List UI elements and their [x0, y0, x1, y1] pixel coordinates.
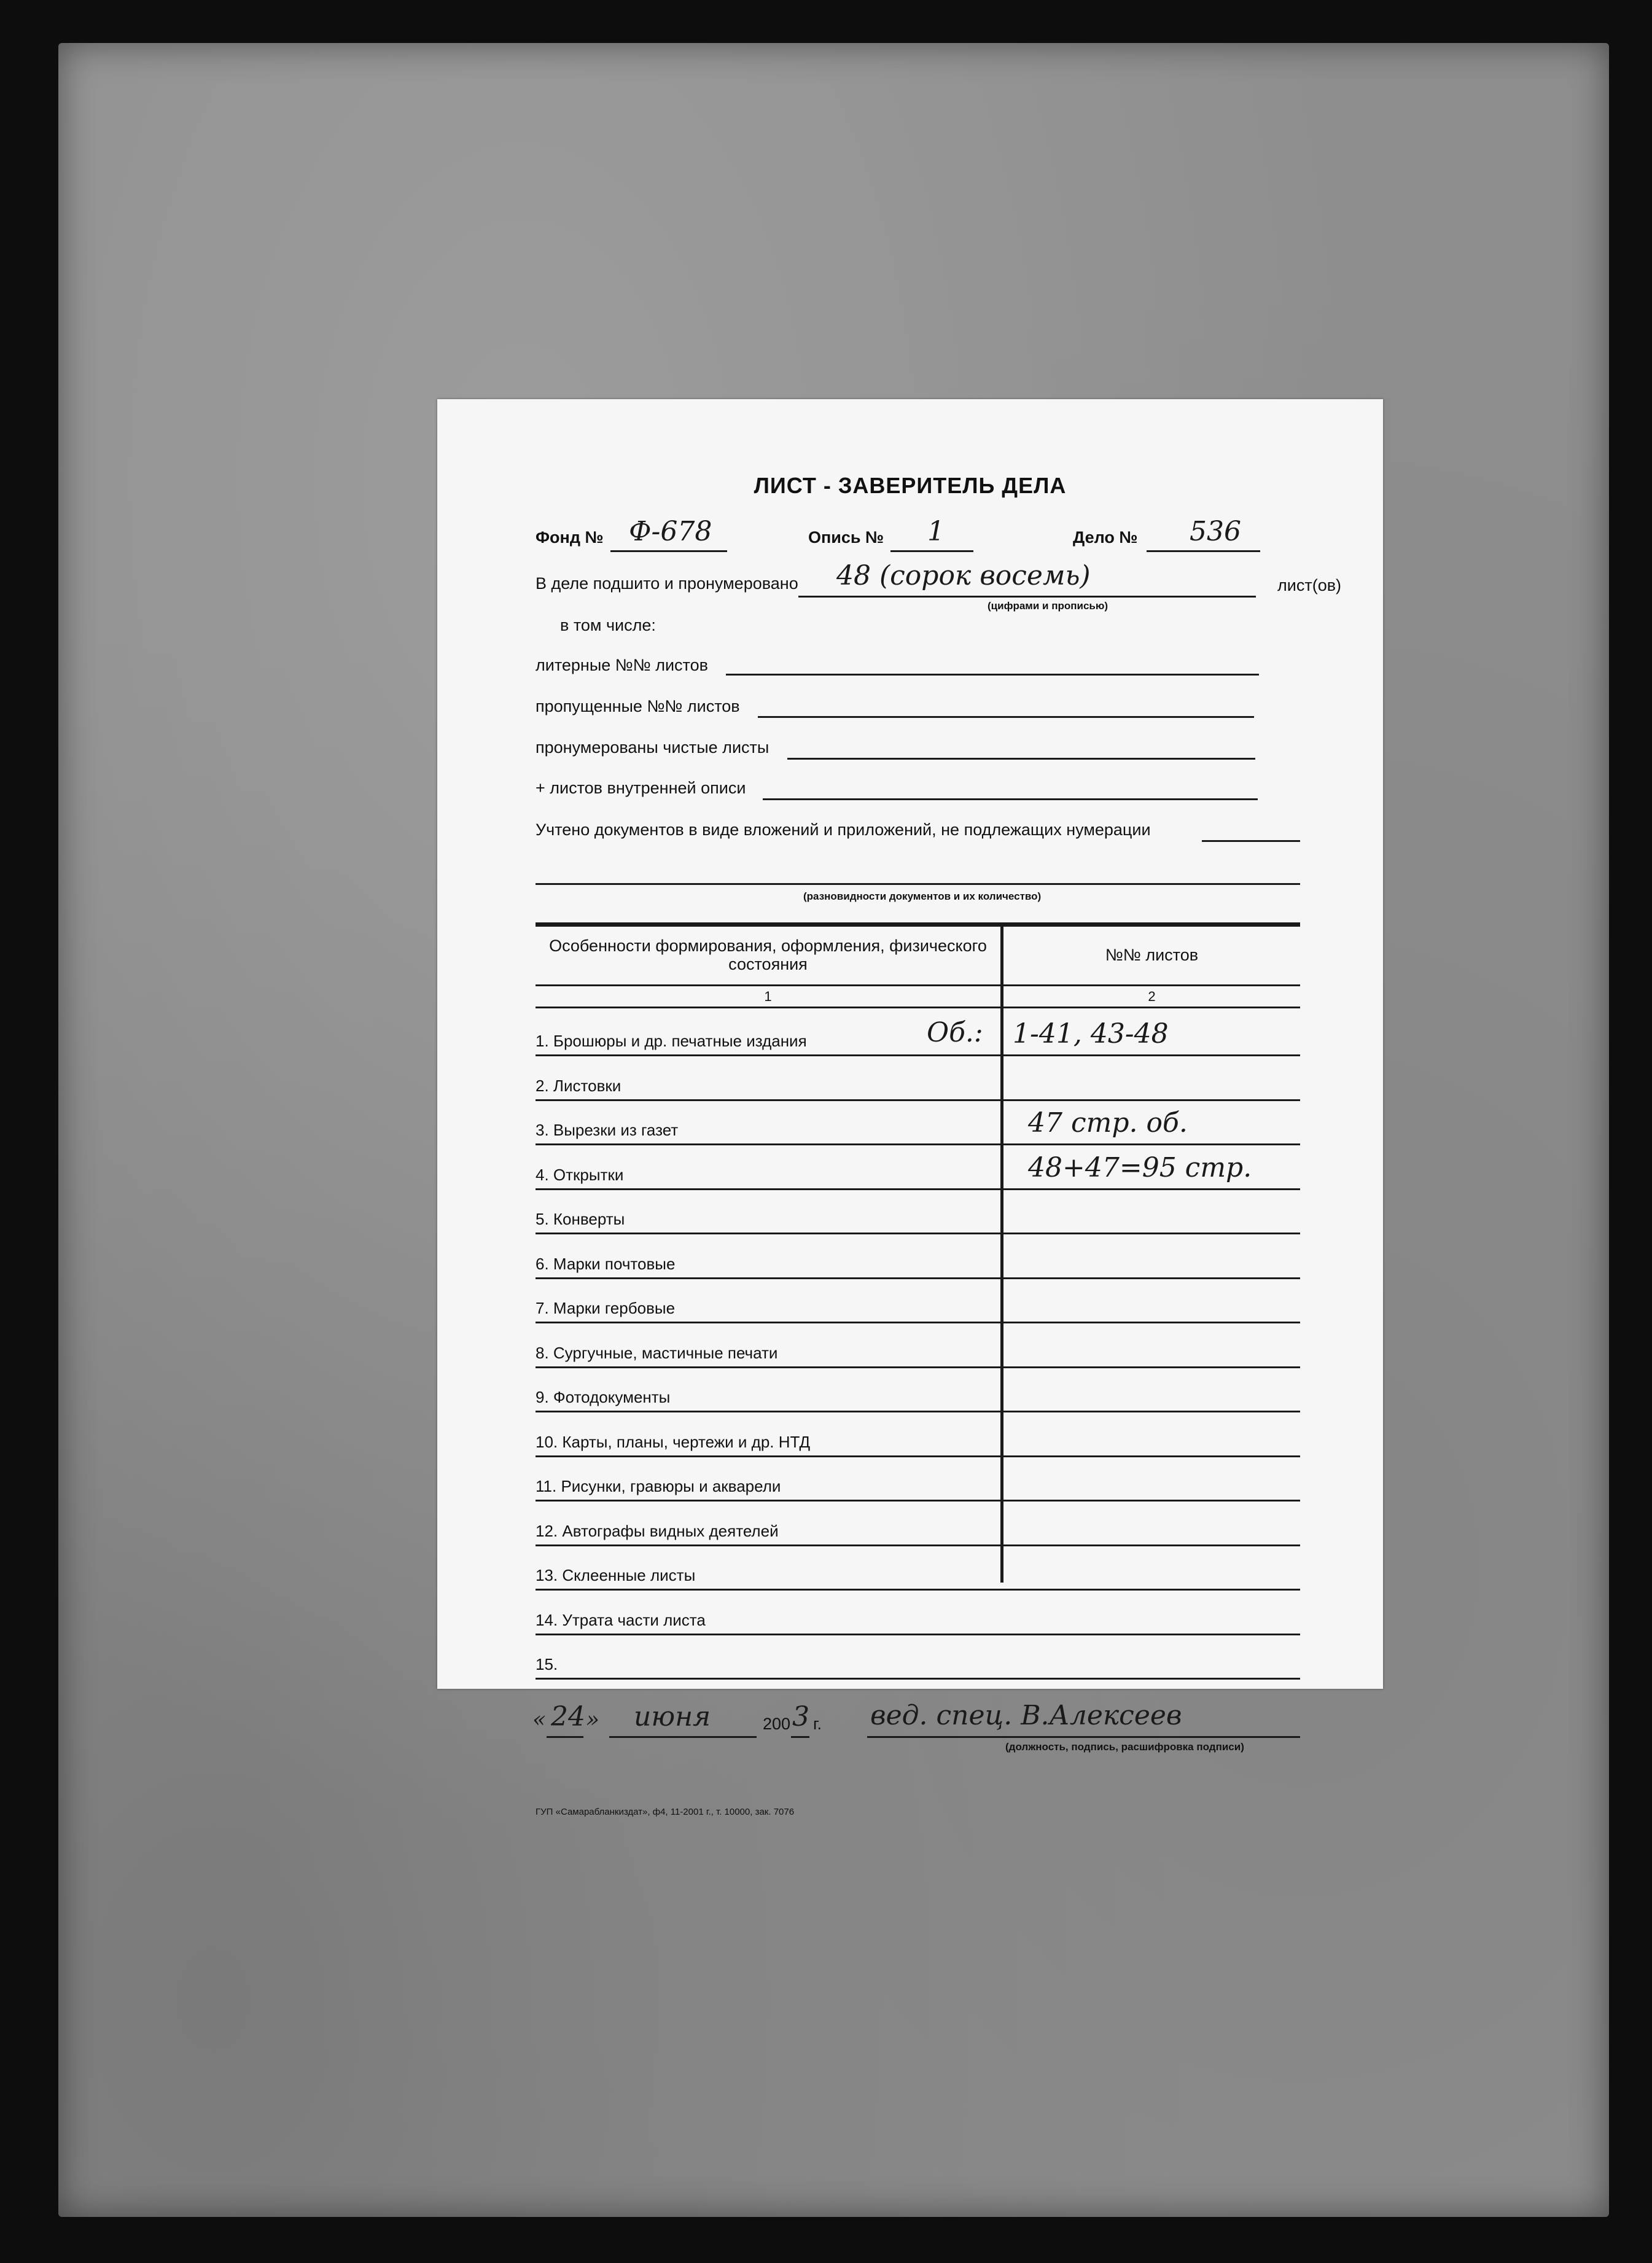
fond-label: Фонд № [536, 528, 604, 547]
row-underline [536, 1544, 1300, 1546]
row-label: 8. Сургучные, мастичные печати [536, 1343, 778, 1362]
row-underline [536, 1500, 1300, 1502]
row-label: 5. Конверты [536, 1210, 625, 1228]
row-underline [536, 1366, 1300, 1368]
year-underline [791, 1736, 809, 1738]
sewn-suffix: лист(ов) [1277, 576, 1342, 594]
row-underline [536, 1589, 1300, 1591]
table-top-border [536, 922, 1300, 927]
row-underline [536, 1455, 1300, 1457]
row-label: 4. Открытки [536, 1165, 624, 1184]
month-underline [609, 1736, 757, 1738]
row-sheet-numbers: 1-41, 43-48 [1013, 1018, 1169, 1050]
row-underline [536, 1322, 1300, 1323]
blank-underline [787, 758, 1255, 760]
sewn-value: 48 (сорок восемь) [836, 560, 1091, 591]
row-underline [536, 1233, 1300, 1234]
skipped-label: пропущенные №№ листов [536, 697, 740, 715]
table-column-divider [1000, 922, 1003, 1583]
archive-folder-cover [58, 43, 1609, 2217]
row-underline [536, 1188, 1300, 1190]
sewn-hint: (цифрами и прописью) [988, 600, 1108, 612]
row-underline [536, 1099, 1300, 1101]
header-separator [536, 984, 1300, 986]
opis-label: Опись № [808, 528, 884, 547]
row-underline [536, 1411, 1300, 1412]
year-suffix: г. [813, 1715, 822, 1733]
opis-underline [890, 550, 973, 552]
printer-imprint: ГУП «Самарабланкиздат», ф4, 11-2001 г., т. 10000, зак. 7076 [536, 1807, 795, 1817]
literal-underline [726, 674, 1259, 676]
fond-value: Ф-678 [629, 516, 712, 547]
row-note: Об.: [927, 1017, 983, 1048]
col2-header: №№ листов [1105, 946, 1199, 964]
row-label: 1. Брошюры и др. печатные издания [536, 1032, 807, 1050]
col2-number: 2 [1148, 989, 1156, 1004]
col1-header: Особенности формирования, оформления, физического состояния [549, 937, 987, 973]
delo-value: 536 [1190, 516, 1241, 547]
row-sheet-numbers: 48+47=95 стр. [1028, 1151, 1252, 1183]
date-day: 24 [551, 1701, 585, 1732]
delo-label: Дело № [1073, 528, 1138, 547]
sheet-title: ЛИСТ - ЗАВЕРИТЕЛЬ ДЕЛА [754, 473, 1067, 498]
row-label: 7. Марки гербовые [536, 1299, 676, 1317]
literal-label: литерные №№ листов [536, 656, 708, 674]
column-number-separator [536, 1007, 1300, 1008]
row-label: 2. Листовки [536, 1076, 621, 1095]
sewn-label: В деле подшито и пронумеровано [536, 574, 798, 593]
inner-underline [763, 798, 1258, 800]
inner-label: + листов внутренней описи [536, 779, 746, 797]
accounted-hint: (разновидности документов и их количество) [803, 890, 1042, 902]
row-sheet-numbers: 47 стр. об. [1028, 1107, 1188, 1139]
delo-underline [1147, 550, 1260, 552]
year-prefix: 200 [763, 1715, 791, 1733]
including-label: в том числе: [560, 616, 656, 634]
certification-sheet [437, 399, 1383, 1817]
row-label: 11. Рисунки, гравюры и акварели [536, 1477, 781, 1495]
row-label: 9. Фотодокументы [536, 1388, 671, 1406]
row-underline [536, 1054, 1300, 1056]
signature-hint: (должность, подпись, расшифровка подписи) [1005, 1741, 1244, 1753]
opis-value: 1 [927, 516, 945, 547]
row-underline [536, 1143, 1300, 1145]
row-underline [536, 1277, 1300, 1279]
signature-underline [867, 1736, 1300, 1738]
year-digit: 3 [792, 1701, 809, 1732]
col1-number: 1 [764, 989, 772, 1004]
signature: вед. спец. В.Алексеев [870, 1700, 1182, 1731]
row-label: 14. Утрата части листа [536, 1610, 706, 1629]
skipped-underline [758, 716, 1254, 718]
row-underline [536, 1678, 1300, 1680]
accounted-underline [1202, 840, 1300, 842]
date-month: июня [634, 1701, 711, 1732]
date-close-quote: » [586, 1707, 600, 1732]
row-underline [536, 1634, 1300, 1635]
accounted-label: Учтено документов в виде вложений и приложений, не подлежащих нумерации [536, 820, 1151, 839]
sewn-underline [798, 596, 1256, 598]
row-label: 6. Марки почтовые [536, 1254, 676, 1273]
blank-label: пронумерованы чистые листы [536, 738, 770, 757]
accounted-line-2 [536, 883, 1300, 885]
fond-underline [610, 550, 727, 552]
row-label: 15. [536, 1655, 558, 1673]
day-underline [547, 1736, 583, 1738]
row-label: 10. Карты, планы, чертежи и др. НТД [536, 1432, 811, 1451]
row-label: 13. Склеенные листы [536, 1566, 696, 1584]
row-label: 3. Вырезки из газет [536, 1121, 679, 1139]
date-open-quote: « [532, 1707, 547, 1732]
row-label: 12. Автографы видных деятелей [536, 1521, 779, 1540]
